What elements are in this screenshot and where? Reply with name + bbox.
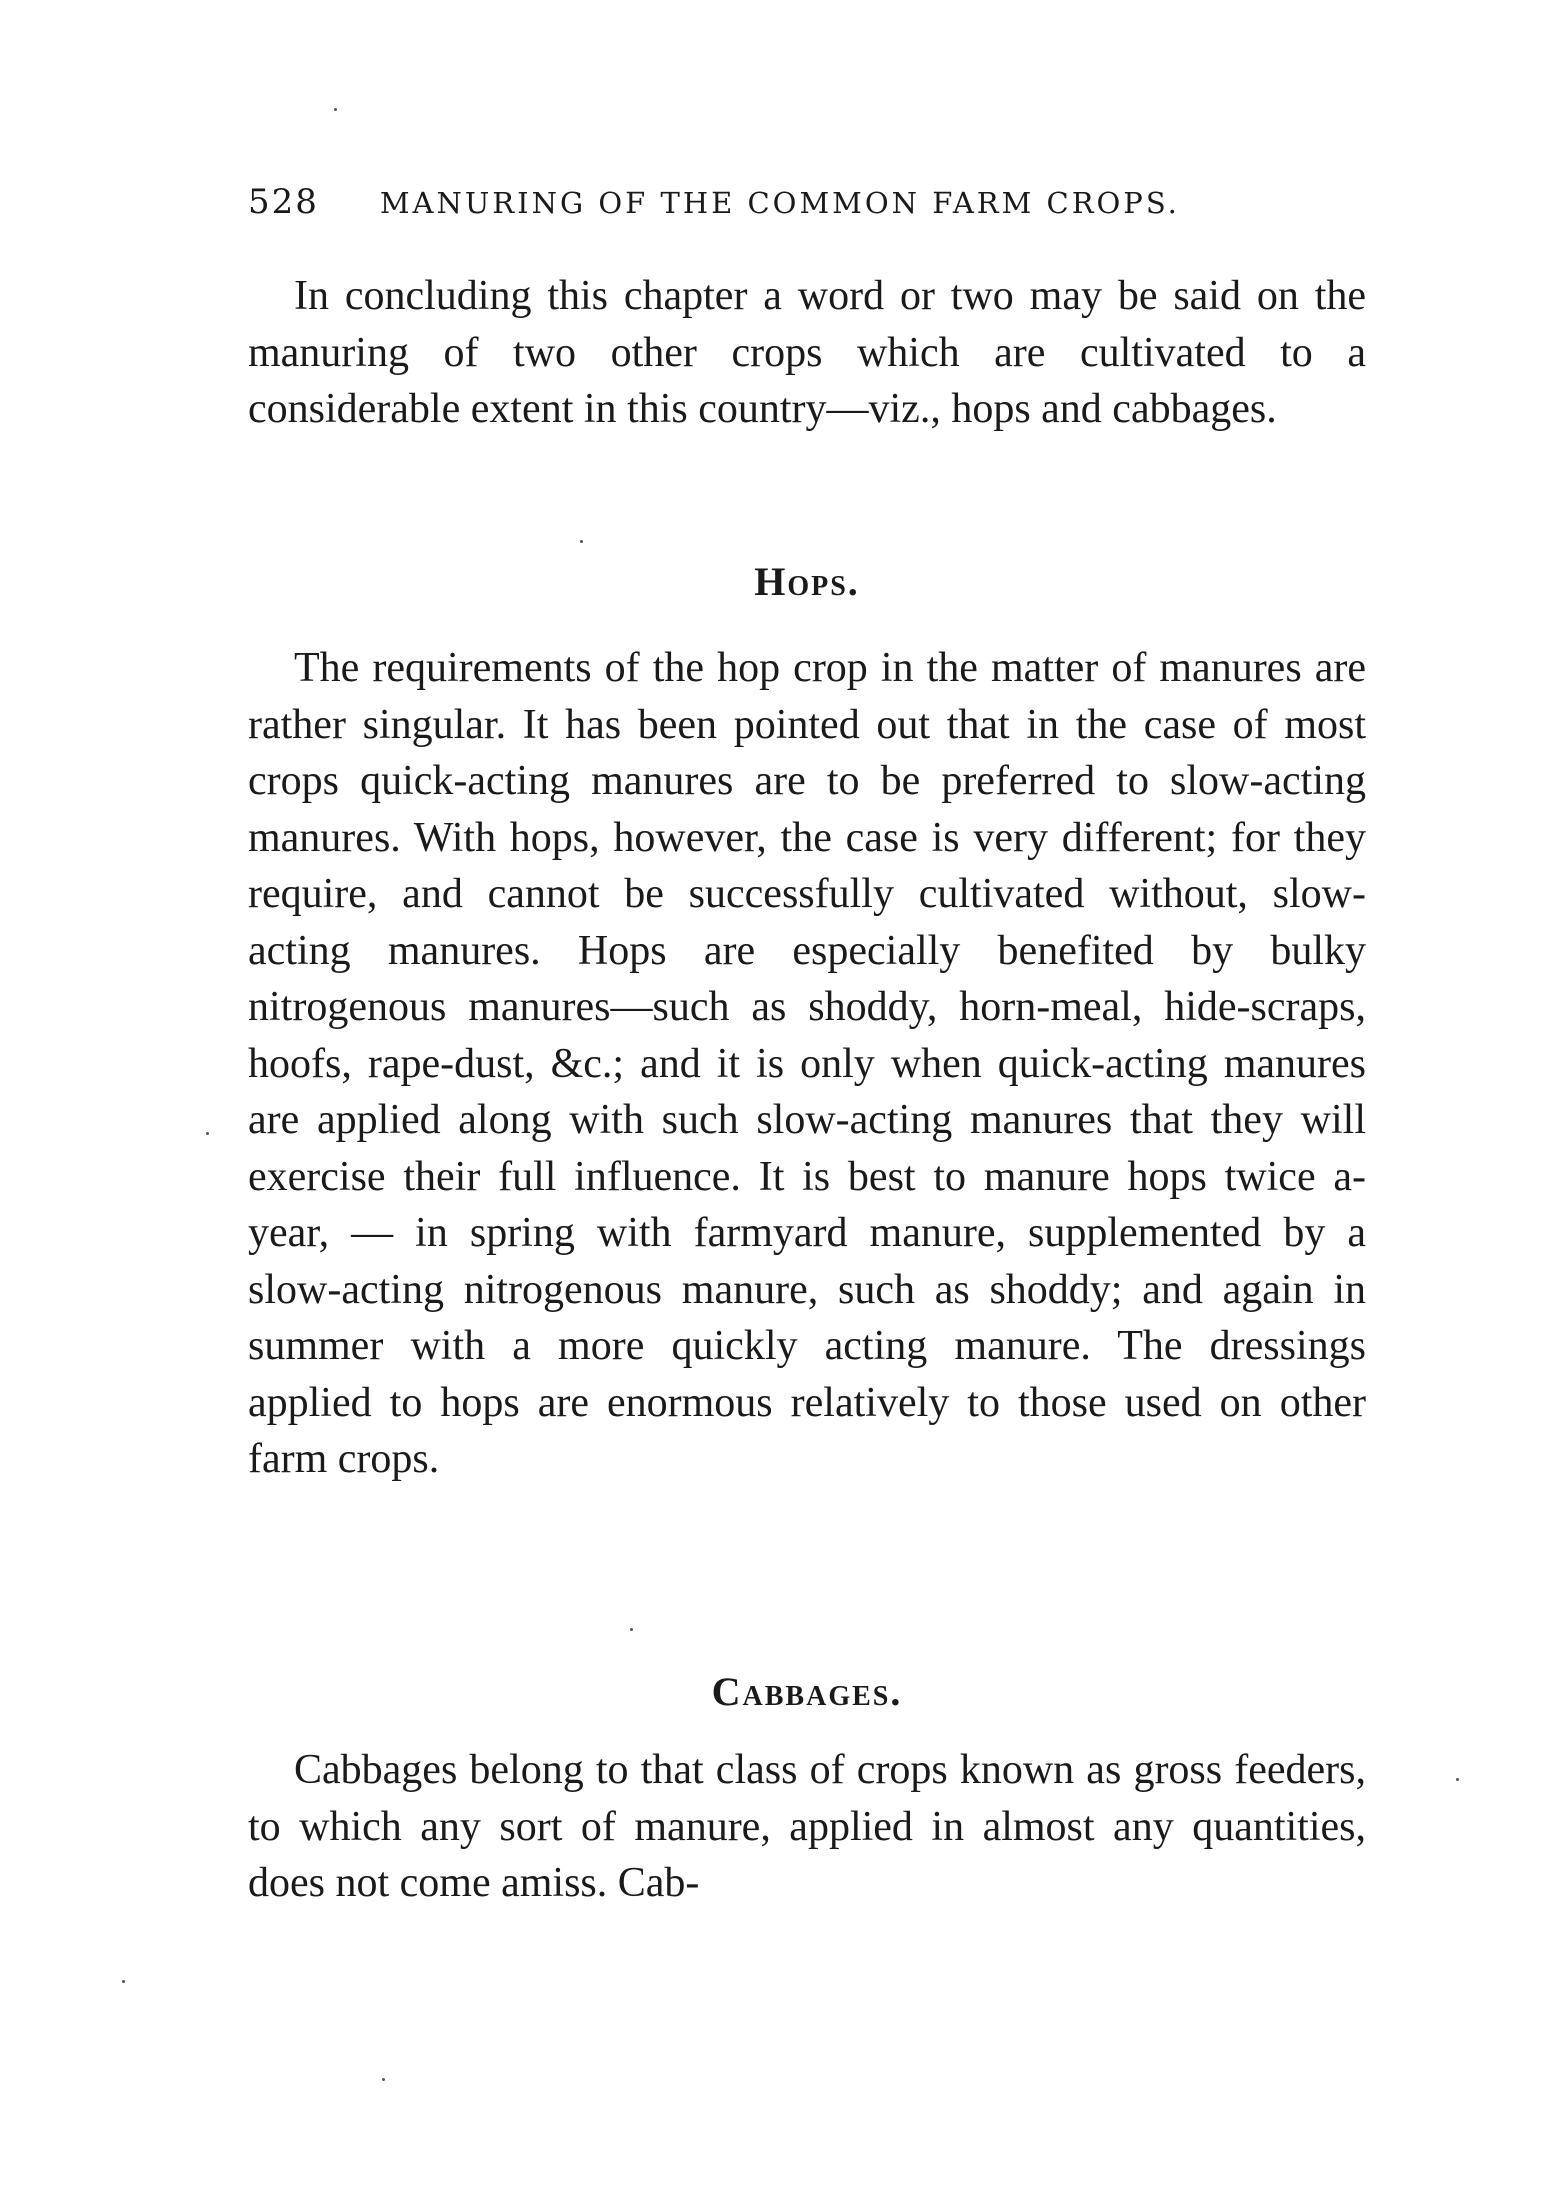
intro-paragraph: In concluding this chapter a word or two may be said on the manuring of two other crops which are cultivated to a considerable extent in this country—viz., hops and cabbages. (248, 273, 1366, 432)
page-number: 528 (248, 182, 319, 222)
scan-speck (630, 1628, 633, 1631)
running-head (248, 182, 1348, 232)
scan-speck (122, 1980, 125, 1983)
running-title: MANURING OF THE COMMON FARM CROPS. (379, 186, 1180, 220)
scan-speck (580, 540, 583, 543)
scan-speck (206, 1132, 209, 1135)
cabbages-paragraph: Cabbages belong to that class of crops known as gross feeders, to which any sort of manure, applied in almost any quantities, does not come amiss. Cab- (248, 1747, 1366, 1906)
scan-speck (382, 2078, 385, 2081)
hops-heading: Hops. (754, 559, 860, 604)
hops-paragraph: The requirements of the hop crop in the matter of manures are rather singular. It has been pointed out that in the case of most crops quick-acting manures are to be preferred to slow-acting manures. With hops, however, the case is very different; for they require, and cannot be successfully cultivated without, slow-acting manures. Hops are especially benefited by bulky nitrogenous manures—such as shoddy, horn-meal, hide-scraps, hoofs, rape-dust, &c.; and it is only when quick-acting manures are applied along with such slow-acting manures that they will exercise their full influence. It is best to manure hops twice a-year, — in spring with farmyard manure, supplemented by a slow-acting nitrogenous manure, such as shoddy; and again in summer with a more quickly acting manure. The dressings applied to hops are enormous relatively to those used on other farm crops. (248, 645, 1366, 1482)
cabbages-heading: Cabbages. (711, 1669, 903, 1714)
scan-speck (334, 108, 337, 111)
scan-speck (1456, 1778, 1459, 1781)
